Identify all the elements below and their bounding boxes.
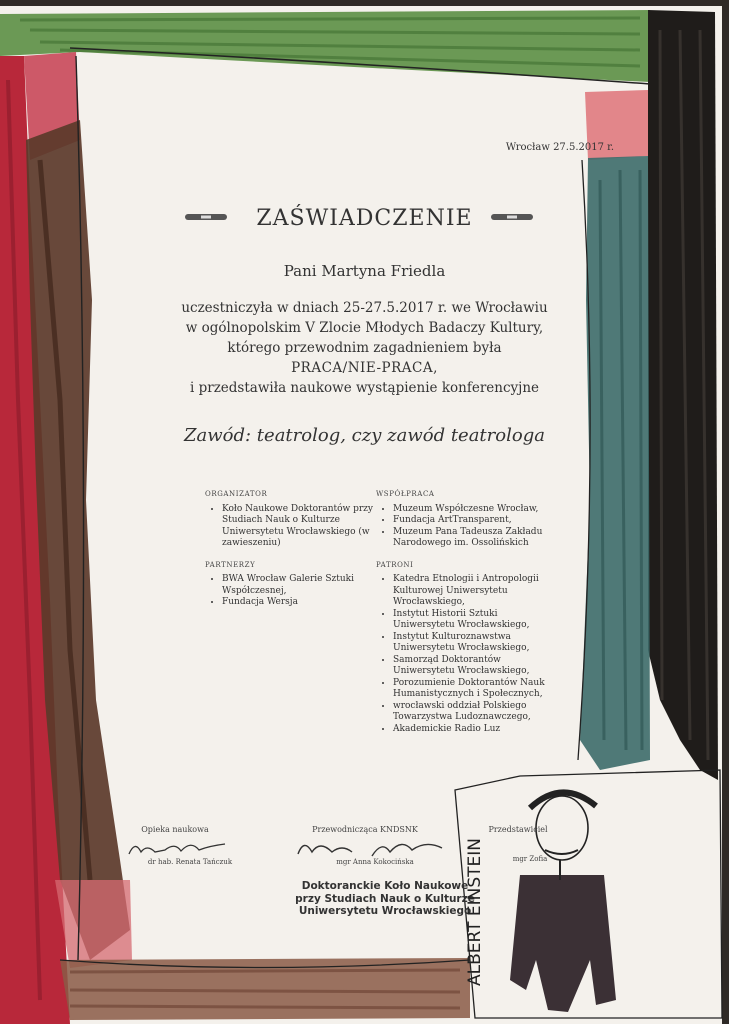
right-column	[376, 489, 546, 745]
list-item: • Muzeum Współczesne Wrocław,	[393, 504, 546, 516]
left-signature-icon	[125, 836, 235, 860]
certificate-title: ZAŚWIADCZENIE	[256, 206, 473, 231]
list-item: • BWA Wrocław Galerie Sztuki Współczesnej,	[222, 574, 380, 597]
partners-list	[205, 574, 380, 609]
center-signature-role: Przewodnicząca KNDSNK	[312, 825, 418, 834]
body-line: uczestniczyła w dniach 25-27.5.2017 r. we Wrocławiu	[181, 300, 548, 316]
organization-logo-text	[290, 880, 480, 918]
right-signature-role: Przedstawiciel	[488, 825, 548, 834]
list-item: • Katedra Etnologii i Antropologii Kulturowej Uniwersytetu Wrocławskiego,	[393, 574, 546, 609]
logo-line: Doktoranckie Koło Naukowe	[301, 880, 469, 892]
cooperation-list	[376, 504, 546, 550]
certificate-body	[0, 298, 729, 398]
einstein-label	[462, 790, 488, 990]
right-signature-name: mgr Zofia	[512, 855, 548, 863]
place-date: Wrocław 27.5.2017 r.	[505, 142, 614, 153]
left-signature-role: Opieka naukowa	[141, 825, 209, 834]
logo-line: Uniwersytetu Wrocławskiego	[298, 905, 472, 917]
talk-title: Zawód: teatrolog, czy zawód teatrologa	[184, 425, 545, 446]
body-line: w ogólnopolskim V Zlocie Młodych Badaczy Kultury,	[185, 320, 544, 336]
patrons-heading: PATRONI	[376, 560, 414, 569]
list-item: • Instytut Kulturoznawstwa Uniwersytetu Wrocławskiego,	[393, 632, 546, 655]
list-item: • Instytut Historii Sztuki Uniwersytetu Wrocławskiego,	[393, 609, 546, 632]
left-signature-name: dr hab. Renata Tańczuk	[147, 858, 233, 866]
body-line: i przedstawiła naukowe wystąpienie konferencyjne	[189, 380, 540, 396]
list-item: • Muzeum Pana Tadeusza Zakładu Narodowego im. Ossolińskich	[393, 527, 546, 550]
partners-heading: PARTNERZY	[205, 560, 256, 569]
list-item: • Porozumienie Doktorantów Nauk Humanistycznych i Społecznych,	[393, 678, 546, 701]
right-ornament-icon	[490, 212, 534, 222]
list-item: • wrocławski oddział Polskiego Towarzystwa Ludoznawczego,	[393, 701, 546, 724]
logo-line: przy Studiach Nauk o Kulturze	[295, 892, 475, 905]
list-item: • Koło Naukowe Doktorantów przy Studiach Nauk o Kulturze Uniwersytetu Wrocławskiego (w zawieszeniu)	[222, 504, 380, 550]
left-column	[205, 489, 380, 619]
conference-theme: PRACA/NIE-PRACA,	[291, 360, 438, 376]
center-signature-name: mgr Anna Kokocińska	[336, 858, 414, 866]
list-item: • Samorząd Doktorantów Uniwersytetu Wrocławskiego,	[393, 655, 546, 678]
organizer-heading: ORGANIZATOR	[205, 490, 268, 498]
body-line: którego przewodnim zagadnieniem była	[227, 340, 502, 356]
list-item: • Fundacja Wersja	[222, 597, 380, 609]
list-item: • Akademickie Radio Luz	[393, 724, 546, 736]
organizer-list	[205, 504, 380, 550]
list-item: • Fundacja ArtTransparent,	[393, 515, 546, 527]
einstein-label-text: ALBERT EINSTEIN	[465, 838, 485, 986]
cooperation-heading: WSPÓŁPRACA	[376, 490, 435, 498]
recipient-name: Pani Martyna Friedla	[283, 262, 446, 280]
patrons-list	[376, 574, 546, 735]
